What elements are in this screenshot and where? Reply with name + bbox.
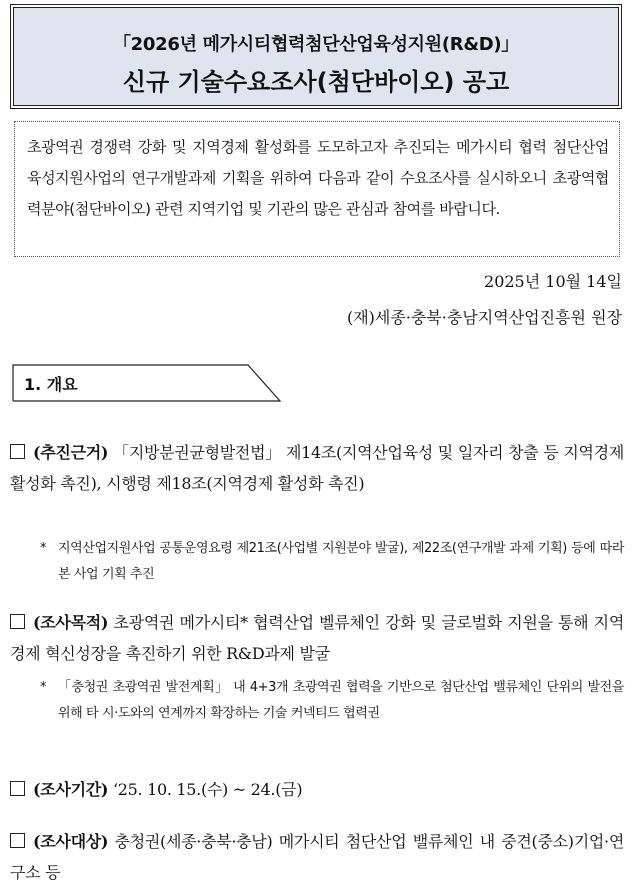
section-1-title: 1. 개요 — [24, 375, 78, 394]
note-text: 지역산업지원사업 공통운영요령 제21조(사업별 지원분야 발굴), 제22조(연구개발 과제 기획) 등에 따라 본 사업 기획 추진 — [58, 541, 624, 582]
section-1-header — [12, 364, 282, 402]
title-box — [13, 7, 619, 106]
intro-paragraph: 초광역권 경쟁력 강화 및 지역경제 활성화를 도모하고자 추진되는 메가시티 협력 첨단산업 육성지원사업의 연구개발과제 기획을 위하여 다음과 같이 수요조사를 실시하오니 초광역협력분야(첨단바이오) 관련 지역기업 및 기관의 많은 관심과 참여를 바랍니다. — [14, 121, 620, 257]
item-purpose-note — [40, 675, 624, 727]
item-period — [10, 774, 624, 805]
item-text: 「지방분권균형발전법」 제14조(지역산업육성 및 일자리 창출 등 지역경제 활성화 촉진), 시행령 제18조(지역경제 활성화 촉진) — [10, 443, 624, 493]
checkbox-bullet — [10, 614, 25, 629]
item-target — [10, 826, 624, 888]
item-basis-note — [40, 536, 624, 588]
announcement-sender: (재)세종·충북·충남지역산업진흥원 원장 — [346, 308, 622, 327]
checkbox-bullet — [10, 833, 25, 848]
item-text: 충청권(세종·충북·충남) 메가시티 첨단산업 밸류체인 내 중견(중소)기업·연구소 등 — [10, 832, 624, 882]
item-text: 초광역권 메가시티* 협력산업 벨류체인 강화 및 글로벌화 지원을 통해 지역경제 혁신성장을 촉진하기 위한 R&D과제 발굴 — [10, 613, 624, 663]
title-line-2: 신규 기술수요조사(첨단바이오) 공고 — [122, 68, 510, 96]
item-text: ‘25. 10. 15.(수) ~ 24.(금) — [108, 780, 303, 799]
item-purpose — [10, 607, 624, 669]
note-text: 「충청권 초광역권 발전계획」 내 4+3개 초광역권 협력을 기반으로 첨단산업 밸류체인 단위의 발전을 위해 타 시·도와의 연계까지 확장하는 기술 커넥티드 협력권 — [58, 680, 624, 721]
item-keyword: (조사목적) — [33, 613, 109, 632]
note-marker: * — [40, 541, 47, 556]
item-keyword: (조사기간) — [33, 780, 109, 799]
announcement-date: 2025년 10월 14일 — [484, 272, 622, 291]
title-line-1: 「2026년 메가시티협력첨단산업육성지원(R&D)」 — [112, 34, 520, 55]
checkbox-bullet — [10, 444, 25, 459]
item-keyword: (조사대상) — [33, 832, 109, 851]
note-marker: * — [40, 680, 47, 695]
item-keyword: (추진근거) — [33, 443, 109, 462]
checkbox-bullet — [10, 781, 25, 796]
item-basis — [10, 437, 624, 499]
